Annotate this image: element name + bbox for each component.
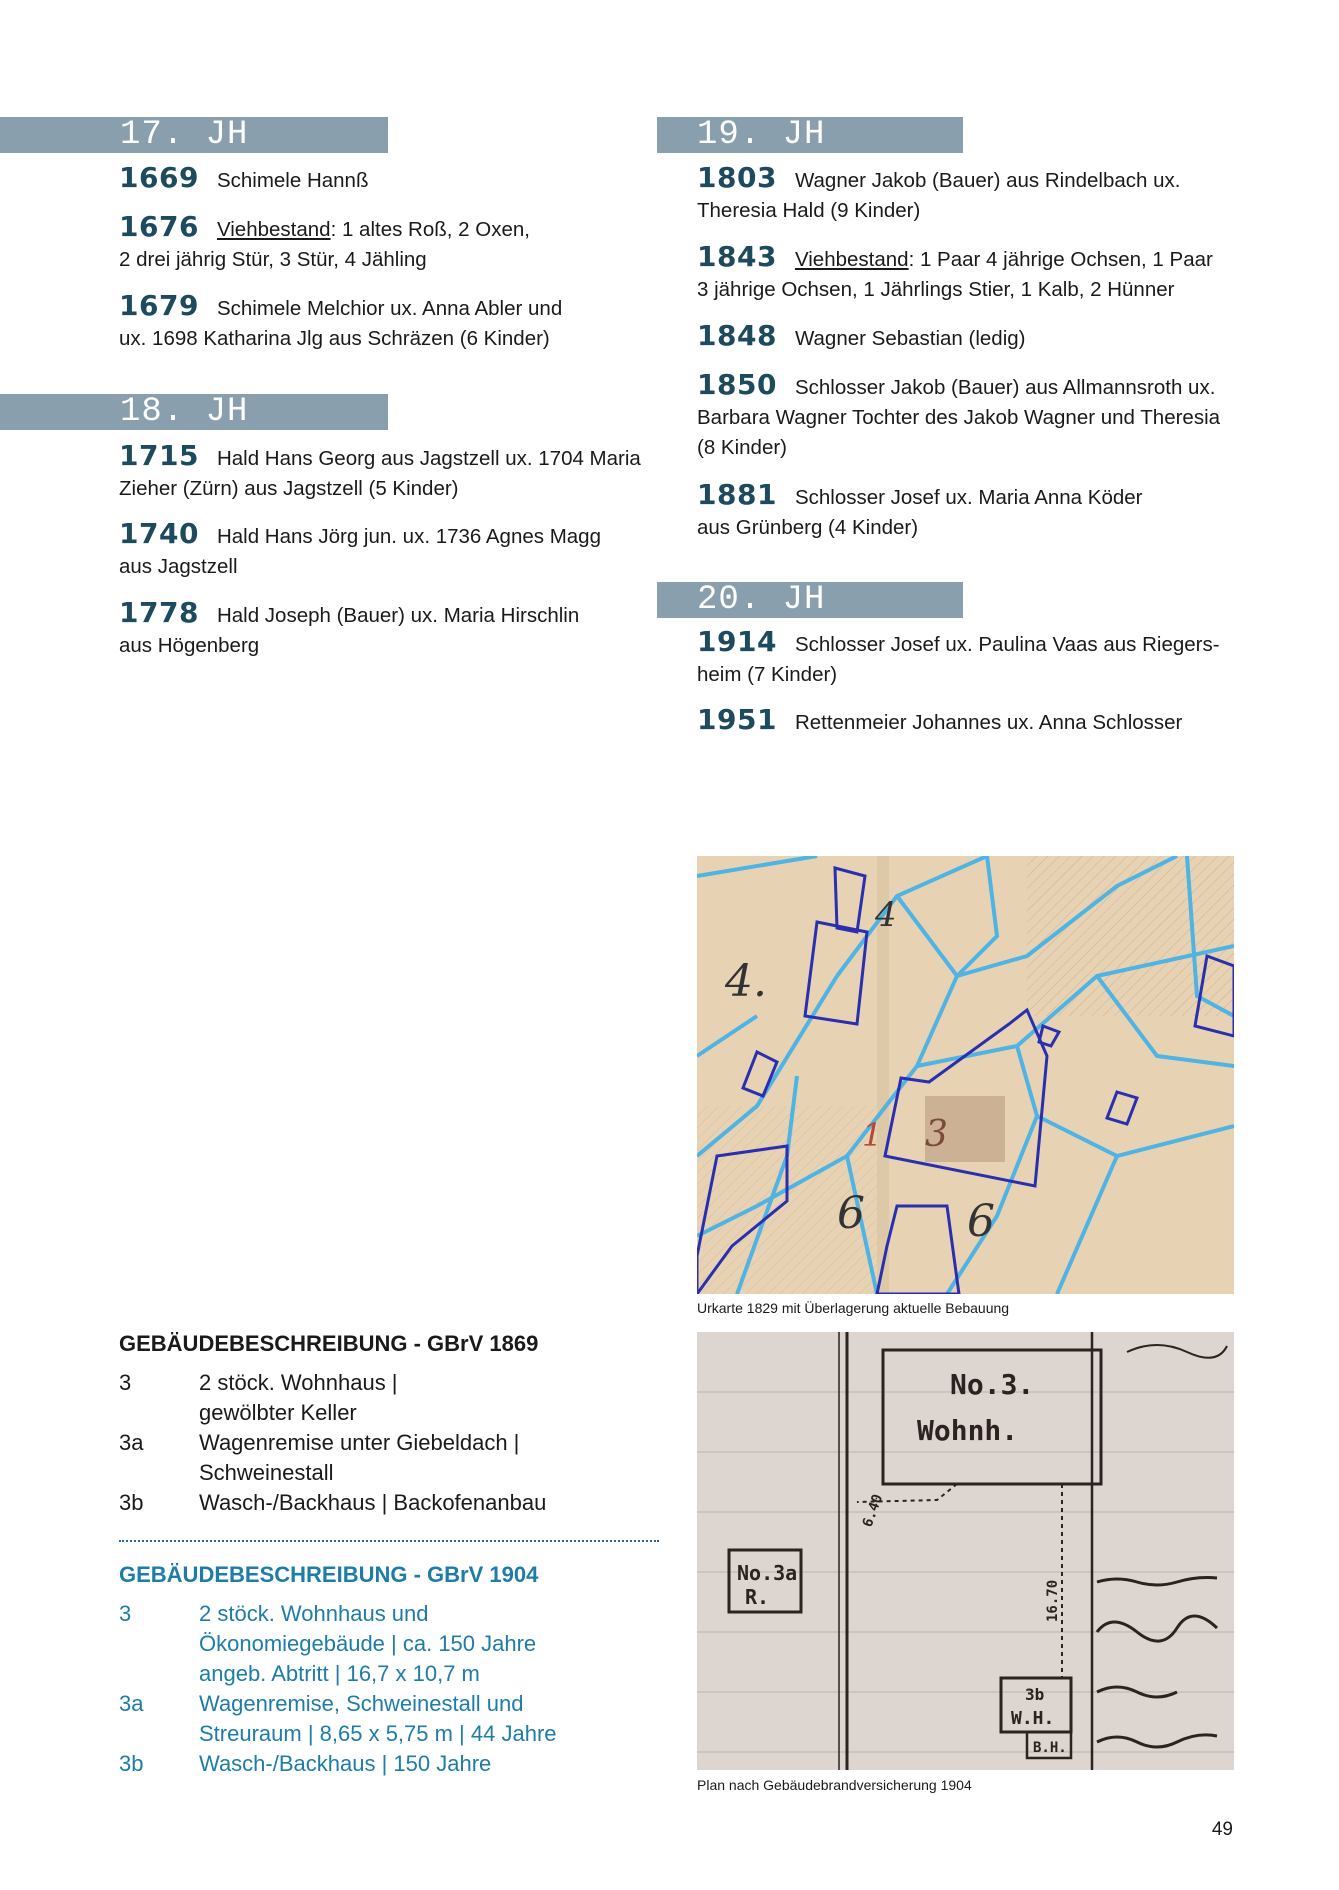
entry-text-line2: Barbara Wagner Tochter des Jakob Wagner und Theresia xyxy=(697,406,1221,429)
entry-1669 xyxy=(119,163,368,196)
entry-year: 1843 xyxy=(697,240,777,273)
gbrv-1869-title: GEBÄUDEBESCHREIBUNG - GBrV 1869 xyxy=(119,1331,539,1356)
entry-1778 xyxy=(119,598,579,661)
entry-text-line2: 3 jährige Ochsen, 1 Jährlings Stier, 1 Kalb, 2 Hünner xyxy=(697,278,1175,301)
entry-year: 1850 xyxy=(697,368,777,401)
gbrv-desc: Schweinestall xyxy=(199,1460,334,1485)
heading-17-jh: 17. JH xyxy=(0,117,388,153)
plan-caption: Plan nach Gebäudebrandversicherung 1904 xyxy=(697,1777,972,1793)
entry-text-line3: (8 Kinder) xyxy=(697,436,788,459)
entry-text: : 1 Paar 4 jährige Ochsen, 1 Paar xyxy=(908,248,1213,271)
gbrv-row xyxy=(119,1368,659,1428)
page-number: 49 xyxy=(1211,1819,1233,1840)
gbrv-desc: Wasch-/Backhaus | 150 Jahre xyxy=(199,1751,492,1776)
entry-text-line2: Theresia Hald (9 Kinder) xyxy=(697,199,921,222)
gbrv-1904-section xyxy=(119,1561,659,1779)
map-label: 6 xyxy=(967,1196,995,1247)
entry-1679 xyxy=(119,291,562,354)
entry-text: Schimele Hannß xyxy=(216,169,369,192)
plan-label: 3b xyxy=(1025,1685,1045,1704)
entry-1951 xyxy=(697,705,1182,738)
entry-text-line2: aus Grünberg (4 Kinder) xyxy=(697,516,919,539)
gbrv-code: 3a xyxy=(119,1691,144,1716)
entry-1803 xyxy=(697,163,1180,226)
heading-18-jh: 18. JH xyxy=(0,394,388,430)
plan-label: R. xyxy=(745,1585,770,1609)
gbrv-1869-section xyxy=(119,1330,659,1518)
entry-year: 1740 xyxy=(119,517,199,550)
gbrv-desc: Streuraum | 8,65 x 5,75 m | 44 Jahre xyxy=(199,1721,557,1746)
entry-text-line2: aus Högenberg xyxy=(119,634,260,657)
entry-label: Viehbestand xyxy=(216,218,331,241)
map-label: 4 xyxy=(875,895,897,935)
entry-text: Wagner Jakob (Bauer) aus Rindelbach ux. xyxy=(794,169,1181,192)
gbrv-desc: angeb. Abtritt | 16,7 x 10,7 m xyxy=(199,1661,480,1686)
gbrv-code: 3b xyxy=(119,1490,144,1515)
entry-year: 1679 xyxy=(119,289,199,322)
entry-text-line2: 2 drei jährig Stür, 3 Stür, 4 Jähling xyxy=(119,248,427,271)
entry-1850 xyxy=(697,370,1220,463)
plan-label: No.3. xyxy=(950,1368,1035,1401)
gbrv-row xyxy=(119,1749,659,1779)
entry-1843 xyxy=(697,242,1213,305)
heading-20-jh: 20. JH xyxy=(657,582,963,618)
brandversicherung-plan-image xyxy=(697,1332,1234,1770)
entry-text-line2: aus Jagstzell xyxy=(119,555,238,578)
entry-text-line2: ux. 1698 Katharina Jlg aus Schräzen (6 Kinder) xyxy=(119,327,550,350)
plan-dimension: 16.70 xyxy=(1045,1579,1061,1622)
gbrv-desc: Wagenremise, Schweinestall und xyxy=(199,1691,524,1716)
gbrv-code: 3 xyxy=(119,1370,132,1395)
plan-label: Wohnh. xyxy=(917,1414,1019,1447)
entry-1740 xyxy=(119,519,601,582)
entry-year: 1778 xyxy=(119,596,199,629)
entry-text: Rettenmeier Johannes ux. Anna Schlosser xyxy=(794,711,1183,734)
cadastral-map-image xyxy=(697,856,1234,1294)
entry-label: Viehbestand xyxy=(794,248,909,271)
entry-text: Hald Joseph (Bauer) ux. Maria Hirschlin xyxy=(216,604,580,627)
entry-text: Hald Hans Jörg jun. ux. 1736 Agnes Magg xyxy=(216,525,601,548)
entry-year: 1914 xyxy=(697,625,777,658)
plan-label: B.H. xyxy=(1033,1740,1067,1756)
plan-label: No.3a xyxy=(737,1561,798,1585)
section-divider xyxy=(119,1540,659,1542)
entry-1914 xyxy=(697,627,1220,690)
gbrv-1904-title: GEBÄUDEBESCHREIBUNG - GBrV 1904 xyxy=(119,1562,539,1587)
entry-year: 1676 xyxy=(119,210,199,243)
gbrv-code: 3b xyxy=(119,1751,144,1776)
entry-year: 1803 xyxy=(697,161,777,194)
gbrv-desc: 2 stöck. Wohnhaus | xyxy=(199,1370,398,1395)
entry-year: 1715 xyxy=(119,439,199,472)
gbrv-row xyxy=(119,1428,659,1488)
plan-label: W.H. xyxy=(1011,1708,1055,1729)
heading-19-jh: 19. JH xyxy=(657,117,963,153)
entry-year: 1669 xyxy=(119,161,199,194)
gbrv-desc: 2 stöck. Wohnhaus und xyxy=(199,1601,429,1626)
map-label: 3 xyxy=(925,1114,948,1155)
gbrv-desc: Wagenremise unter Giebeldach | xyxy=(199,1430,520,1455)
gbrv-row xyxy=(119,1689,659,1749)
map-caption: Urkarte 1829 mit Überlagerung aktuelle Bebauung xyxy=(697,1300,1010,1316)
entry-text: Schlosser Josef ux. Maria Anna Köder xyxy=(794,486,1143,509)
entry-text: Hald Hans Georg aus Jagstzell ux. 1704 Maria xyxy=(216,447,641,470)
map-label: 6 xyxy=(837,1188,865,1239)
entry-text: Schimele Melchior ux. Anna Abler und xyxy=(216,297,563,320)
gbrv-code: 3 xyxy=(119,1601,132,1626)
gbrv-code: 3a xyxy=(119,1430,144,1455)
entry-1676 xyxy=(119,212,530,275)
map-label: 1 xyxy=(862,1116,883,1154)
entry-1715 xyxy=(119,441,641,504)
entry-text: Schlosser Jakob (Bauer) aus Allmannsroth ux. xyxy=(794,376,1216,399)
entry-text: Wagner Sebastian (ledig) xyxy=(794,327,1026,350)
entry-year: 1881 xyxy=(697,478,777,511)
gbrv-desc: Wasch-/Backhaus | Backofenanbau xyxy=(199,1490,547,1515)
entry-1881 xyxy=(697,480,1142,543)
entry-text-line2: heim (7 Kinder) xyxy=(697,663,838,686)
map-label: 4. xyxy=(725,956,767,1007)
entry-1848 xyxy=(697,321,1026,354)
entry-year: 1951 xyxy=(697,703,777,736)
gbrv-desc: Ökonomiegebäude | ca. 150 Jahre xyxy=(199,1631,537,1656)
entry-text: : 1 altes Roß, 2 Oxen, xyxy=(330,218,530,241)
gbrv-row xyxy=(119,1599,659,1689)
plan-dimension: 6.40 xyxy=(859,1492,887,1530)
gbrv-desc: gewölbter Keller xyxy=(199,1400,357,1425)
entry-text-line2: Zieher (Zürn) aus Jagstzell (5 Kinder) xyxy=(119,477,459,500)
entry-year: 1848 xyxy=(697,319,777,352)
gbrv-row xyxy=(119,1488,659,1518)
entry-text: Schlosser Josef ux. Paulina Vaas aus Riegers- xyxy=(794,633,1220,656)
